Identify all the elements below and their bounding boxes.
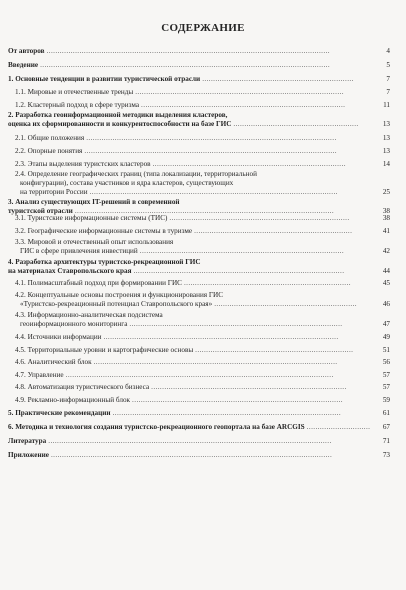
toc-entry-title: 1. Основные тенденции в развитии туристической отрасли (8, 75, 201, 83)
toc-entry-title: оценка их сформированности и конкурентоспособности на базе ГИС (8, 120, 232, 128)
toc-entry-title: «Туристско-рекреационный потенциал Ставропольского края» (20, 300, 213, 308)
leader-dots: ..................................................................... (202, 75, 354, 83)
toc-page-number: 13 (382, 134, 390, 142)
toc-page-number: 45 (382, 279, 390, 287)
toc-page-number: 38 (382, 214, 390, 222)
toc-entry[interactable] (0, 134, 406, 143)
toc-entry-title: туристской отрасли (8, 207, 73, 215)
toc-page-number: 67 (382, 423, 390, 431)
toc-entry[interactable] (0, 147, 406, 156)
leader-dots: ............................................................................................. (141, 101, 346, 109)
toc-entry-title: 2.1. Общие положения (15, 134, 85, 142)
leader-dots: ........................................................................................ (152, 160, 346, 168)
toc-entry-title: 4.5. Территориальные уровни и картографические основы (15, 346, 194, 354)
toc-entry[interactable] (0, 451, 406, 460)
toc-entry-title: 1.1. Мировые и отечественные тренды (15, 88, 134, 96)
leader-dots: ............................................................................................... (135, 88, 344, 96)
toc-entry[interactable] (0, 311, 406, 329)
leader-dots: ................................................................................................. (129, 320, 343, 328)
toc-page-number: 4 (386, 47, 390, 55)
toc-entry[interactable] (0, 214, 406, 223)
leader-dots: ................................................................................................................................. (46, 47, 330, 55)
toc-entry-title: 6. Методика и технология создания туристско-рекреационного геопортала на базе ARCGIS (8, 423, 305, 431)
leader-dots: ................................................................. (214, 300, 357, 308)
toc-entry-title: 3.3. Мировой и отечественный опыт использования (15, 238, 174, 246)
toc-entry-title: на материалах Ставропольского края (8, 267, 132, 275)
toc-entry[interactable] (0, 333, 406, 342)
toc-entry[interactable] (0, 396, 406, 405)
toc-page-number: 49 (382, 333, 390, 341)
toc-page-number: 13 (382, 120, 390, 128)
leader-dots: ........................................................................................................... (103, 333, 339, 341)
toc-entry[interactable] (0, 383, 406, 392)
toc-page-number: 47 (382, 320, 390, 328)
toc-entry-title: Литература (8, 437, 47, 445)
toc-entry-title: 1.2. Кластерный подход в сфере туризма (15, 101, 140, 109)
toc-entry-title: 3.2. Географические информационные системы в туризме (15, 227, 193, 235)
toc-entry[interactable] (0, 238, 406, 256)
toc-entry-title: 3.1. Туристские информационные системы (ТИС) (15, 214, 168, 222)
leader-dots: ................................................................................................................... (84, 147, 337, 155)
toc-entry[interactable] (0, 279, 406, 288)
toc-entry-title: 4.7. Управление (15, 371, 64, 379)
toc-entry-title: 4. Разработка архитектуры туристско-рекреационной ГИС (8, 258, 201, 266)
toc-entry-title: 4.1. Полимасштабный подход при формировании ГИС (15, 279, 182, 287)
toc-page-number: 38 (382, 207, 390, 215)
toc-entry-title: ГИС в сфере привлечения инвестиций (20, 247, 138, 255)
toc-page-number: 11 (383, 101, 390, 109)
leader-dots: ......................................................... (233, 120, 359, 128)
toc-entry[interactable] (0, 170, 406, 197)
toc-page-number: 51 (382, 346, 390, 354)
toc-entry-title: Введение (8, 61, 39, 69)
toc-page-number: 57 (382, 371, 390, 379)
toc-page-number: 46 (382, 300, 390, 308)
toc-page-number: 25 (382, 188, 390, 196)
toc-page-number: 61 (382, 409, 390, 417)
toc-entry-title: 4.8. Автоматизация туристического бизнеса (15, 383, 150, 391)
toc-page-number: 41 (382, 227, 390, 235)
leader-dots: ................................................................................................................. (89, 188, 338, 196)
toc-page-number: 42 (382, 247, 390, 255)
leader-dots: .................................................................................. (169, 214, 350, 222)
toc-entry-title: 2.3. Этапы выделения туристских кластеров (15, 160, 151, 168)
toc-entry[interactable] (0, 371, 406, 380)
leader-dots: ........................................................................................................ (112, 409, 342, 417)
toc-entry[interactable] (0, 409, 406, 418)
toc-entry-title: 2.4. Определение географических границ (типа локализации, территориальной (15, 170, 257, 178)
toc-entry[interactable] (0, 75, 406, 84)
toc-entry[interactable] (0, 111, 406, 129)
toc-entry[interactable] (0, 88, 406, 97)
toc-page-number: 7 (386, 75, 390, 83)
toc-page-number: 7 (386, 88, 390, 96)
leader-dots: .................................................................................................................. (86, 134, 337, 142)
toc-entry-title: Приложение (8, 451, 49, 459)
toc-entry-title: 4.4. Источники информации (15, 333, 102, 341)
toc-page-number: 44 (382, 267, 390, 275)
toc-entry-title: 4.6. Аналитический блок (15, 358, 92, 366)
leader-dots: ........................................................................ (195, 346, 354, 354)
toc-page-number: 71 (382, 437, 390, 445)
leader-dots: .................................................................................................................................... (40, 61, 331, 69)
page-title: СОДЕРЖАНИЕ (161, 22, 245, 34)
leader-dots: ................................................................................................................................. (48, 437, 332, 445)
toc-page-number: 73 (382, 451, 390, 459)
leader-dots: ............................. (306, 423, 371, 431)
toc-entry[interactable] (0, 423, 406, 432)
toc-entry-title: 4.2. Концептуальные основы построения и функционирования ГИС (15, 291, 224, 299)
leader-dots: ................................................................................................ (132, 396, 343, 404)
leader-dots: ................................................................................................ (133, 267, 345, 275)
toc-entry[interactable] (0, 358, 406, 367)
leader-dots: ........................................................................ (194, 227, 353, 235)
leader-dots: ................................................................................................................................ (50, 451, 333, 459)
toc-page-number: 5 (386, 61, 390, 69)
toc-entry-title: 2. Разработка геоинформационной методики выделения кластеров, (8, 111, 228, 119)
toc-entry[interactable] (0, 346, 406, 355)
toc-entry-title: 5. Практические рекомендации (8, 409, 111, 417)
toc-page-number: 59 (382, 396, 390, 404)
toc-entry-title: 2.2. Опорные понятия (15, 147, 83, 155)
toc-page-number: 14 (382, 160, 390, 168)
leader-dots: .......................................................................................................................... (65, 371, 334, 379)
toc-entry-title: 3. Анализ существующих IT-решений в современной (8, 198, 180, 206)
leader-dots: ............................................................................................. (139, 247, 345, 255)
toc-entry[interactable] (0, 227, 406, 236)
toc-page-number: 56 (382, 358, 390, 366)
toc-entry[interactable] (0, 101, 406, 110)
toc-entry-title: 4.3. Информационно-аналитическая подсистема (15, 311, 163, 319)
toc-entry[interactable] (0, 291, 406, 309)
leader-dots: ............................................................................ (183, 279, 351, 287)
leader-dots: ............................................................................................................... (93, 358, 338, 366)
toc-entry[interactable] (0, 47, 406, 56)
toc-entry[interactable] (0, 61, 406, 70)
toc-entry[interactable] (0, 437, 406, 446)
toc-entry[interactable] (0, 160, 406, 169)
toc-entry[interactable] (0, 258, 406, 276)
leader-dots: ......................................................................................... (151, 383, 347, 391)
toc-entry-title: 4.9. Рекламно-информационный блок (15, 396, 131, 404)
toc-page-number: 13 (382, 147, 390, 155)
toc-entry-title: конфигурации), состава участников и ядра кластеров, существующих (20, 179, 234, 187)
toc-entry-title: геоинформационного мониторинга (20, 320, 128, 328)
toc-entry-title: От авторов (8, 47, 45, 55)
toc-entry-title: на территории России (20, 188, 88, 196)
toc-page-number: 57 (382, 383, 390, 391)
leader-dots: ...................................................................................................................... (74, 207, 335, 215)
